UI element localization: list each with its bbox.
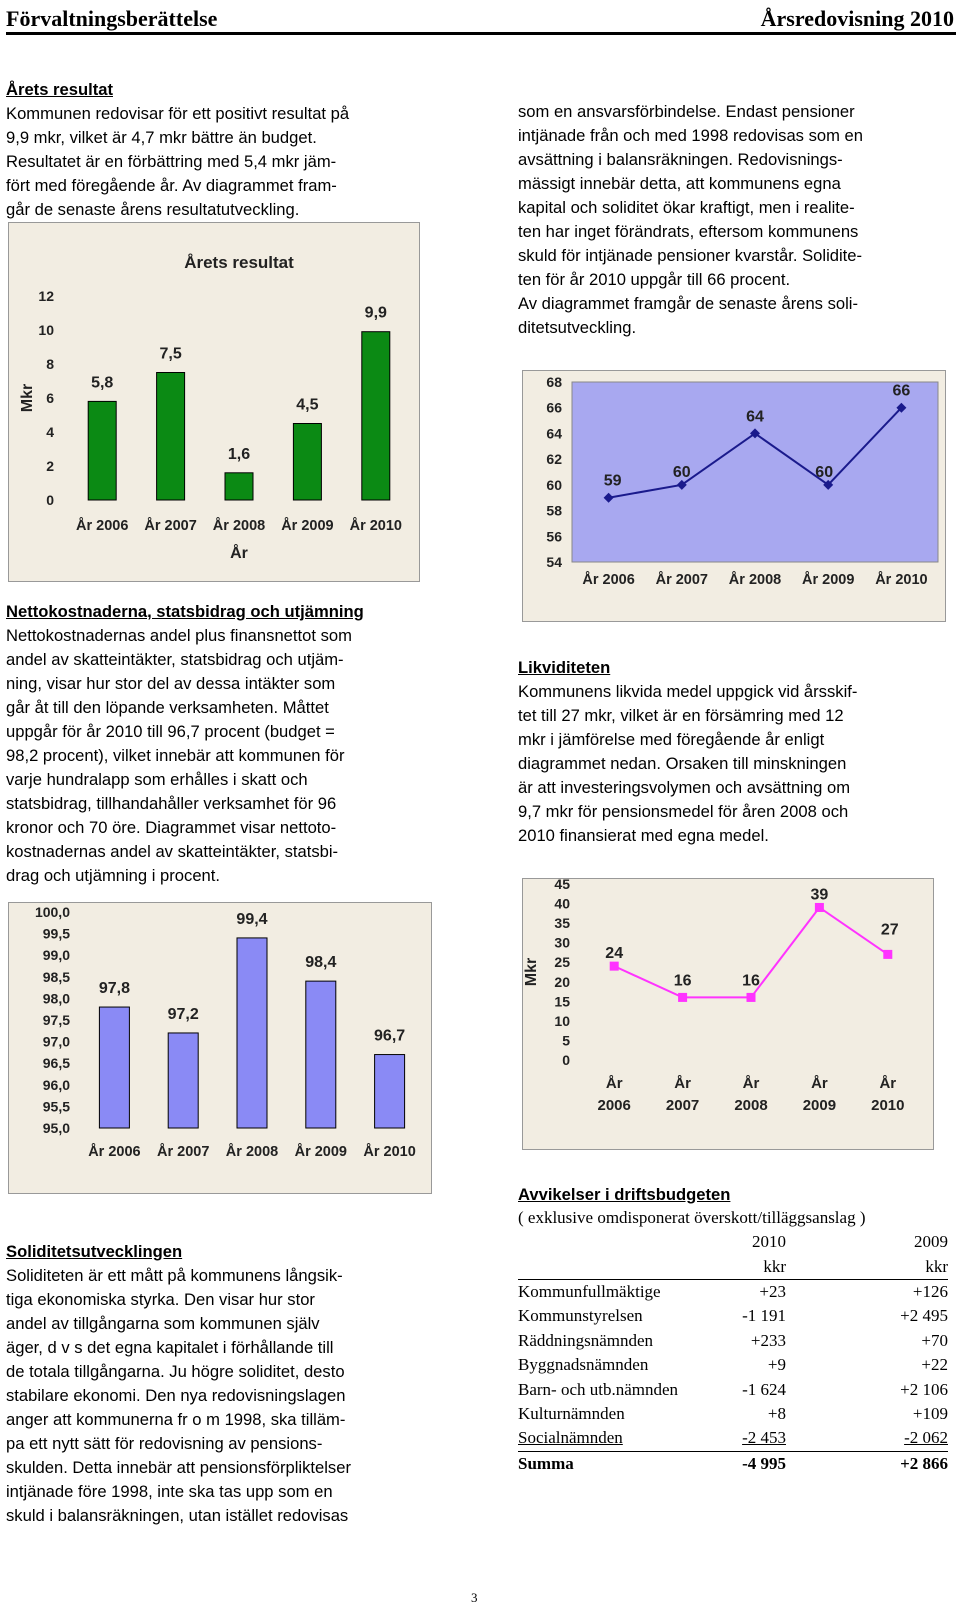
likvid-line: diagrammet nedan. Orsaken till minskningen bbox=[518, 754, 847, 773]
y-tick-label: 2 bbox=[46, 458, 54, 474]
row-value: +22 bbox=[921, 1355, 948, 1375]
likvid-line: 9,7 mkr för pensionsmedel för åren 2008 och bbox=[518, 802, 849, 821]
y-tick-label: 6 bbox=[46, 390, 54, 406]
chart-bar bbox=[88, 401, 116, 500]
y-tick-label: 35 bbox=[554, 915, 570, 932]
solid-cont-line: som en ansvarsförbindelse. Endast pensioner bbox=[518, 102, 855, 121]
x-tick-label: 2007 bbox=[665, 1097, 700, 1114]
netto-line: drag och utjämning i procent. bbox=[6, 866, 221, 885]
netto-line: kronor och 70 öre. Diagrammet visar nettoto- bbox=[6, 818, 337, 837]
row-value: +126 bbox=[912, 1281, 948, 1301]
chart-bar bbox=[375, 1055, 405, 1128]
solid-chart bbox=[522, 370, 946, 622]
data-label: 66 bbox=[892, 382, 911, 400]
data-label: 5,8 bbox=[91, 374, 114, 392]
y-tick-label: 56 bbox=[546, 528, 562, 545]
row-label: Byggnadsnämnden bbox=[518, 1355, 649, 1375]
y-tick-label: 96,0 bbox=[42, 1076, 70, 1093]
likvid-heading: Likviditeten bbox=[518, 658, 611, 677]
solid-heading: Soliditetsutvecklingen bbox=[6, 1242, 183, 1261]
col-year: 2009 bbox=[914, 1232, 948, 1252]
row-label: Kommunfullmäktige bbox=[518, 1281, 661, 1301]
solid-cont-line: Av diagrammet framgår de senaste årens soli- bbox=[518, 294, 859, 313]
row-value: +2 495 bbox=[900, 1306, 948, 1326]
likvid-chart-svg bbox=[522, 878, 934, 1150]
y-tick-label: 12 bbox=[38, 288, 54, 304]
table-row bbox=[518, 1329, 948, 1353]
data-label: 24 bbox=[605, 945, 624, 963]
y-tick-label: 95,5 bbox=[42, 1098, 70, 1115]
chart-title: Årets resultat bbox=[184, 253, 294, 272]
x-tick-label: År 2006 bbox=[582, 572, 635, 588]
x-tick-label: År 2006 bbox=[75, 518, 129, 534]
solid-section bbox=[6, 1240, 438, 1528]
y-tick-label: 99,0 bbox=[42, 947, 70, 964]
data-label: 1,6 bbox=[227, 445, 251, 463]
x-tick-label: År 2009 bbox=[281, 518, 334, 534]
data-label: 4,5 bbox=[296, 396, 319, 414]
result-chart-svg bbox=[8, 222, 420, 582]
y-tick-label: 0 bbox=[46, 492, 54, 508]
y-tick-label: 68 bbox=[546, 374, 562, 390]
y-tick-label: 8 bbox=[46, 356, 54, 372]
result-heading: Årets resultat bbox=[6, 80, 113, 99]
table-row bbox=[518, 1426, 948, 1451]
x-tick-label: År 2007 bbox=[156, 1144, 210, 1160]
chart-bar bbox=[157, 373, 185, 501]
y-axis-label: Mkr bbox=[523, 957, 540, 987]
row-value: +23 bbox=[759, 1281, 786, 1301]
row-value: +9 bbox=[767, 1355, 786, 1375]
x-tick-label: År bbox=[879, 1075, 897, 1092]
y-tick-label: 60 bbox=[546, 476, 562, 493]
likvid-line: 2010 finansierat med egna medel. bbox=[518, 826, 769, 845]
row-value: +8 bbox=[767, 1403, 786, 1423]
x-tick-label: År bbox=[742, 1075, 760, 1092]
solid-line: Soliditeten är ett mått på kommunens långsik- bbox=[6, 1266, 343, 1285]
table-header-row bbox=[518, 1230, 948, 1254]
result-line: fört med föregående år. Av diagrammet fram- bbox=[6, 176, 337, 195]
data-point bbox=[610, 962, 619, 971]
likvid-section bbox=[518, 656, 950, 848]
data-label: 98,4 bbox=[305, 954, 337, 972]
solid-line: äger, d v s det egna kapitalet i förhållande till bbox=[6, 1338, 334, 1357]
section-title: Förvaltningsberättelse bbox=[6, 6, 218, 31]
result-line: Resultatet är en förbättring med 5,4 mkr jäm- bbox=[6, 152, 337, 171]
solid-cont-line: kapital och soliditet ökar kraftigt, men i realite- bbox=[518, 198, 855, 217]
col-year: 2010 bbox=[752, 1232, 786, 1252]
chart-bar bbox=[99, 1007, 129, 1128]
row-value: -2 453 bbox=[742, 1428, 786, 1448]
solid-line: andel av tillgångarna som kommunen själv bbox=[6, 1314, 320, 1333]
y-tick-label: 10 bbox=[554, 1012, 570, 1029]
data-label: 9,9 bbox=[364, 304, 387, 322]
data-label: 39 bbox=[810, 886, 829, 904]
solid-cont-section bbox=[518, 100, 950, 340]
row-label: Kulturnämnden bbox=[518, 1403, 625, 1423]
y-tick-label: 100,0 bbox=[34, 904, 70, 920]
data-label: 59 bbox=[603, 472, 622, 490]
solid-line: stabilare ekonomi. Den nya redovisningslagen bbox=[6, 1386, 346, 1405]
solid-line: de totala tillgångarna. Ju högre soliditet, desto bbox=[6, 1362, 345, 1381]
chart-bar bbox=[293, 424, 321, 501]
netto-line: andel av skatteintäkter, statsbidrag och utjäm- bbox=[6, 650, 344, 669]
y-tick-label: 97,0 bbox=[42, 1033, 70, 1050]
likvid-line: Kommunens likvida medel uppgick vid årsskif- bbox=[518, 682, 858, 701]
row-label: Barn- och utb.nämnden bbox=[518, 1379, 679, 1399]
col-unit: kkr bbox=[925, 1256, 948, 1276]
data-label: 99,4 bbox=[236, 910, 268, 928]
table-unit-row bbox=[518, 1254, 948, 1279]
netto-line: går åt till den löpande verksamheten. Måttet bbox=[6, 698, 329, 717]
solid-cont-line: intjänade från och med 1998 redovisas som en bbox=[518, 126, 863, 145]
total-value: -4 995 bbox=[742, 1453, 786, 1473]
result-line: 9,9 mkr, vilket är 4,7 mkr bättre än budget. bbox=[6, 128, 317, 147]
x-tick-label: 2008 bbox=[734, 1097, 768, 1114]
data-point bbox=[678, 993, 687, 1002]
y-tick-label: 66 bbox=[546, 399, 562, 416]
netto-chart bbox=[8, 902, 432, 1194]
x-tick-label: År 2008 bbox=[212, 518, 266, 534]
x-tick-label: År bbox=[811, 1075, 828, 1092]
table-row bbox=[518, 1304, 948, 1328]
x-tick-label: 2006 bbox=[597, 1097, 631, 1114]
y-tick-label: 25 bbox=[554, 954, 570, 971]
result-line: Kommunen redovisar för ett positivt resultat på bbox=[6, 104, 350, 123]
data-point bbox=[883, 950, 892, 959]
data-label: 7,5 bbox=[159, 345, 182, 363]
solid-line: anger att kommunerna fr o m 1998, ska tilläm- bbox=[6, 1410, 346, 1429]
data-label: 16 bbox=[673, 972, 692, 990]
y-tick-label: 30 bbox=[554, 934, 570, 951]
netto-section bbox=[6, 600, 438, 888]
likvid-line: är att investeringsvolymen och avsättning om bbox=[518, 778, 851, 797]
netto-line: kostnadernas andel av skatteintäkter, statsbi- bbox=[6, 842, 339, 861]
row-label: Kommunstyrelsen bbox=[518, 1306, 643, 1326]
y-tick-label: 98,0 bbox=[42, 990, 70, 1007]
data-label: 64 bbox=[746, 408, 764, 426]
netto-line: 98,2 procent), vilket innebär att kommunen för bbox=[6, 746, 345, 765]
x-tick-label: År 2010 bbox=[349, 518, 403, 534]
data-point bbox=[747, 993, 756, 1002]
y-tick-label: 4 bbox=[46, 424, 54, 440]
y-tick-label: 20 bbox=[554, 973, 570, 990]
x-axis-label: År bbox=[230, 545, 248, 562]
report-title: Årsredovisning 2010 bbox=[760, 6, 954, 31]
solid-cont-line: ditetsutveckling. bbox=[518, 318, 637, 337]
col-unit: kkr bbox=[763, 1256, 786, 1276]
x-tick-label: År 2010 bbox=[875, 572, 928, 588]
x-tick-label: År 2008 bbox=[225, 1144, 279, 1160]
row-value: +109 bbox=[912, 1403, 948, 1423]
solid-line: intjänade före 1998, inte ska tas upp som en bbox=[6, 1482, 333, 1501]
row-value: +233 bbox=[750, 1330, 786, 1350]
netto-line: uppgår för år 2010 till 96,7 procent (budget = bbox=[6, 722, 335, 741]
netto-line: varje hundralapp som erhålles i skatt och bbox=[6, 770, 308, 789]
x-tick-label: År 2006 bbox=[88, 1144, 141, 1160]
avvik-table bbox=[518, 1206, 948, 1476]
y-tick-label: 98,5 bbox=[42, 968, 70, 985]
solid-line: tiga ekonomiska styrka. Den visar hur stor bbox=[6, 1290, 315, 1309]
netto-line: statsbidrag, tillhandahåller verksamhet för 96 bbox=[6, 794, 337, 813]
data-label: 97,2 bbox=[167, 1005, 199, 1023]
x-tick-label: År 2008 bbox=[728, 572, 782, 588]
row-value: -2 062 bbox=[904, 1428, 948, 1448]
y-tick-label: 40 bbox=[554, 895, 570, 912]
x-tick-label: År bbox=[674, 1075, 691, 1092]
x-tick-label: År 2010 bbox=[363, 1144, 416, 1160]
data-label: 96,7 bbox=[374, 1027, 406, 1045]
chart-bar bbox=[306, 981, 336, 1128]
y-tick-label: 96,5 bbox=[42, 1055, 70, 1072]
solid-cont-line: avsättning i balansräkningen. Redovisnings- bbox=[518, 150, 843, 169]
data-label: 60 bbox=[672, 463, 691, 481]
total-value: +2 866 bbox=[900, 1453, 948, 1473]
netto-line: ning, visar hur stor del av dessa intäkter som bbox=[6, 674, 336, 693]
row-label: Socialnämnden bbox=[518, 1428, 623, 1448]
y-tick-label: 95,0 bbox=[42, 1120, 70, 1136]
solid-cont-line: ten har inget förändrats, eftersom kommunens bbox=[518, 222, 859, 241]
y-tick-label: 54 bbox=[546, 554, 562, 570]
chart-bar bbox=[237, 938, 267, 1128]
row-value: +70 bbox=[921, 1330, 948, 1350]
data-label: 16 bbox=[742, 972, 760, 990]
row-value: -1 191 bbox=[742, 1306, 786, 1326]
row-value: +2 106 bbox=[900, 1379, 948, 1399]
y-tick-label: 62 bbox=[546, 451, 562, 468]
x-tick-label: År 2009 bbox=[294, 1144, 348, 1160]
x-tick-label: 2010 bbox=[871, 1097, 905, 1114]
y-tick-label: 10 bbox=[38, 322, 54, 338]
result-chart bbox=[8, 222, 420, 582]
likvid-chart bbox=[522, 878, 934, 1150]
row-label: Räddningsnämnden bbox=[518, 1330, 654, 1350]
chart-bar bbox=[225, 473, 253, 500]
x-tick-label: År 2007 bbox=[144, 518, 197, 534]
total-label: Summa bbox=[518, 1453, 574, 1473]
y-tick-label: 5 bbox=[562, 1032, 570, 1049]
avvik-heading: Avvikelser i driftsbudgeten bbox=[518, 1185, 731, 1204]
data-label: 97,8 bbox=[98, 980, 130, 998]
x-tick-label: År 2007 bbox=[655, 572, 709, 588]
table-row bbox=[518, 1353, 948, 1377]
solid-line: pa ett nytt sätt för redovisning av pensions- bbox=[6, 1434, 323, 1453]
netto-heading: Nettokostnaderna, statsbidrag och utjämning bbox=[6, 602, 364, 621]
table-row bbox=[518, 1377, 948, 1401]
x-tick-label: 2009 bbox=[802, 1097, 837, 1114]
y-axis-label: Mkr bbox=[19, 383, 36, 413]
x-tick-label: År bbox=[605, 1075, 623, 1092]
table-row bbox=[518, 1279, 948, 1304]
table-total-row bbox=[518, 1451, 948, 1476]
avvik-subheading: ( exklusive omdisponerat överskott/tilläggsanslag ) bbox=[518, 1208, 866, 1227]
table-row bbox=[518, 1402, 948, 1426]
avvik-table-body bbox=[518, 1230, 948, 1476]
solid-cont-line: mässigt innebär detta, att kommunens egna bbox=[518, 174, 841, 193]
page-number: 3 bbox=[471, 1590, 478, 1605]
likvid-line: mkr i jämförelse med föregående år enligt bbox=[518, 730, 825, 749]
result-section bbox=[6, 78, 438, 222]
x-tick-label: År 2009 bbox=[801, 572, 855, 588]
row-value: -1 624 bbox=[742, 1379, 786, 1399]
solid-line: skulden. Detta innebär att pensionsförpliktelser bbox=[6, 1458, 351, 1477]
page-header bbox=[6, 6, 956, 35]
y-tick-label: 64 bbox=[546, 425, 562, 442]
y-tick-label: 99,5 bbox=[42, 925, 70, 942]
chart-bar bbox=[362, 332, 390, 500]
solid-cont-line: skuld för intjänade pensioner kvarstår. Solidite- bbox=[518, 246, 863, 265]
chart-bar bbox=[168, 1033, 198, 1128]
y-tick-label: 97,5 bbox=[42, 1012, 70, 1028]
y-tick-label: 15 bbox=[554, 993, 570, 1010]
solid-line: skuld i balansräkningen, utan istället redovisas bbox=[6, 1506, 349, 1525]
y-tick-label: 58 bbox=[546, 502, 562, 519]
netto-chart-svg bbox=[8, 902, 432, 1194]
data-label: 60 bbox=[815, 463, 834, 481]
y-tick-label: 0 bbox=[562, 1052, 570, 1068]
y-tick-label: 45 bbox=[554, 878, 570, 892]
likvid-line: tet till 27 mkr, vilket är en försämring med 12 bbox=[518, 706, 844, 725]
avvik-section bbox=[518, 1183, 950, 1207]
data-point bbox=[815, 903, 824, 912]
result-line: går de senaste årens resultatutveckling. bbox=[6, 200, 300, 219]
solid-cont-line: ten för år 2010 uppgår till 66 procent. bbox=[518, 270, 791, 289]
netto-line: Nettokostnadernas andel plus finansnettot som bbox=[6, 626, 352, 645]
solid-chart-svg bbox=[522, 370, 946, 622]
data-label: 27 bbox=[880, 921, 899, 939]
